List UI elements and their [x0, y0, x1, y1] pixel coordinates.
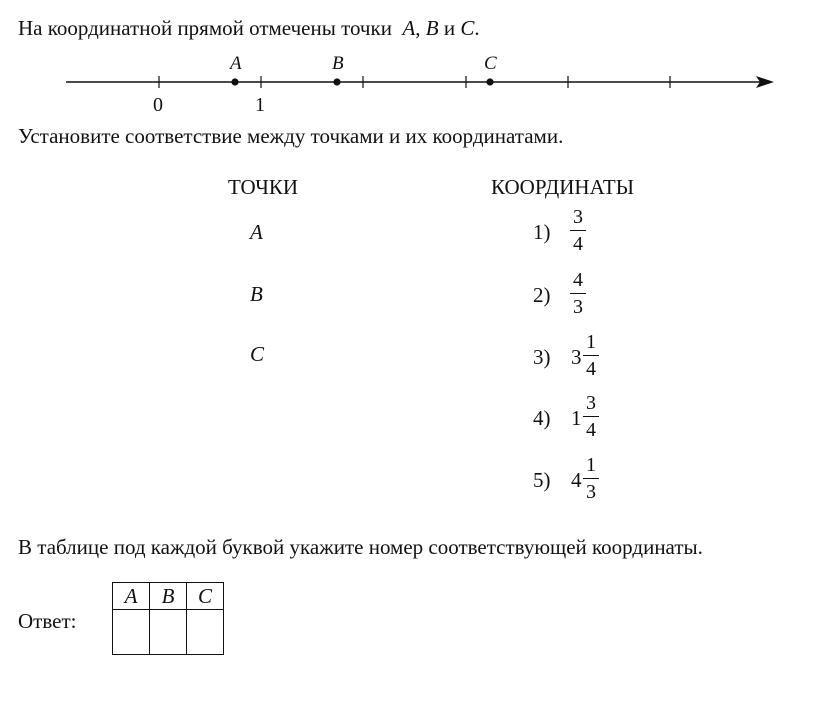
tick-label-zero: 0 [153, 94, 163, 116]
denominator: 3 [586, 481, 596, 503]
fraction [583, 392, 599, 441]
fraction-bar [583, 416, 599, 417]
option-number: 3) [533, 345, 551, 369]
intro-and: и [443, 16, 456, 40]
answer-table [112, 582, 224, 655]
point-item-c: C [250, 342, 265, 366]
answer-cell-a[interactable] [113, 610, 150, 655]
numerator: 4 [573, 269, 583, 291]
option-number: 1) [533, 220, 551, 244]
coordinates-column-header: КООРДИНАТЫ [491, 175, 635, 199]
tick-label-one: 1 [255, 94, 265, 116]
point-c-dot [486, 78, 493, 85]
intro-period: . [474, 16, 480, 40]
answer-table-header-row [113, 583, 224, 610]
table-instruction: В таблице под каждой буквой укажите номер соответствующей координаты. [18, 535, 703, 559]
fraction [570, 269, 586, 318]
task-intro [18, 16, 480, 41]
fraction [583, 331, 599, 380]
answer-label: Ответ: [18, 609, 77, 633]
point-a-dot [231, 78, 238, 85]
intro-point-b: B [425, 16, 439, 40]
answer-cell-b[interactable] [150, 610, 187, 655]
denominator: 4 [586, 358, 596, 380]
denominator: 4 [573, 233, 583, 255]
fraction-bar [583, 355, 599, 356]
denominator: 4 [586, 419, 596, 441]
numerator: 1 [586, 331, 596, 353]
numerator: 3 [586, 392, 596, 414]
point-label-c: C [484, 53, 497, 74]
option-number: 5) [533, 468, 551, 492]
point-label-b: B [332, 53, 344, 74]
number-line [0, 50, 828, 120]
option-number: 4) [533, 406, 551, 430]
numerator: 1 [586, 454, 596, 476]
whole-part: 3 [571, 345, 582, 369]
point-label-a: A [230, 53, 242, 74]
answer-header-c: C [187, 583, 224, 610]
numerator: 3 [573, 206, 583, 228]
answer-table-input-row [113, 610, 224, 655]
intro-point-c: C [460, 16, 475, 40]
instruction: Установите соответствие между точками и их координатами. [18, 124, 564, 148]
point-b-dot [333, 78, 340, 85]
intro-comma: , [415, 16, 421, 40]
fraction [570, 206, 586, 255]
whole-part: 4 [571, 468, 582, 492]
whole-part: 1 [571, 406, 582, 430]
option-number: 2) [533, 283, 551, 307]
point-item-b: B [250, 282, 263, 306]
answer-cell-c[interactable] [187, 610, 224, 655]
fraction-bar [570, 293, 586, 294]
answer-header-a: A [113, 583, 150, 610]
point-item-a: A [250, 220, 263, 244]
intro-text: На координатной прямой отмечены точки [18, 16, 392, 40]
answer-header-b: B [150, 583, 187, 610]
fraction [583, 454, 599, 503]
fraction-bar [583, 478, 599, 479]
intro-point-a: A [402, 16, 416, 40]
denominator: 3 [573, 296, 583, 318]
fraction-bar [570, 230, 586, 231]
points-column-header: ТОЧКИ [228, 175, 299, 199]
